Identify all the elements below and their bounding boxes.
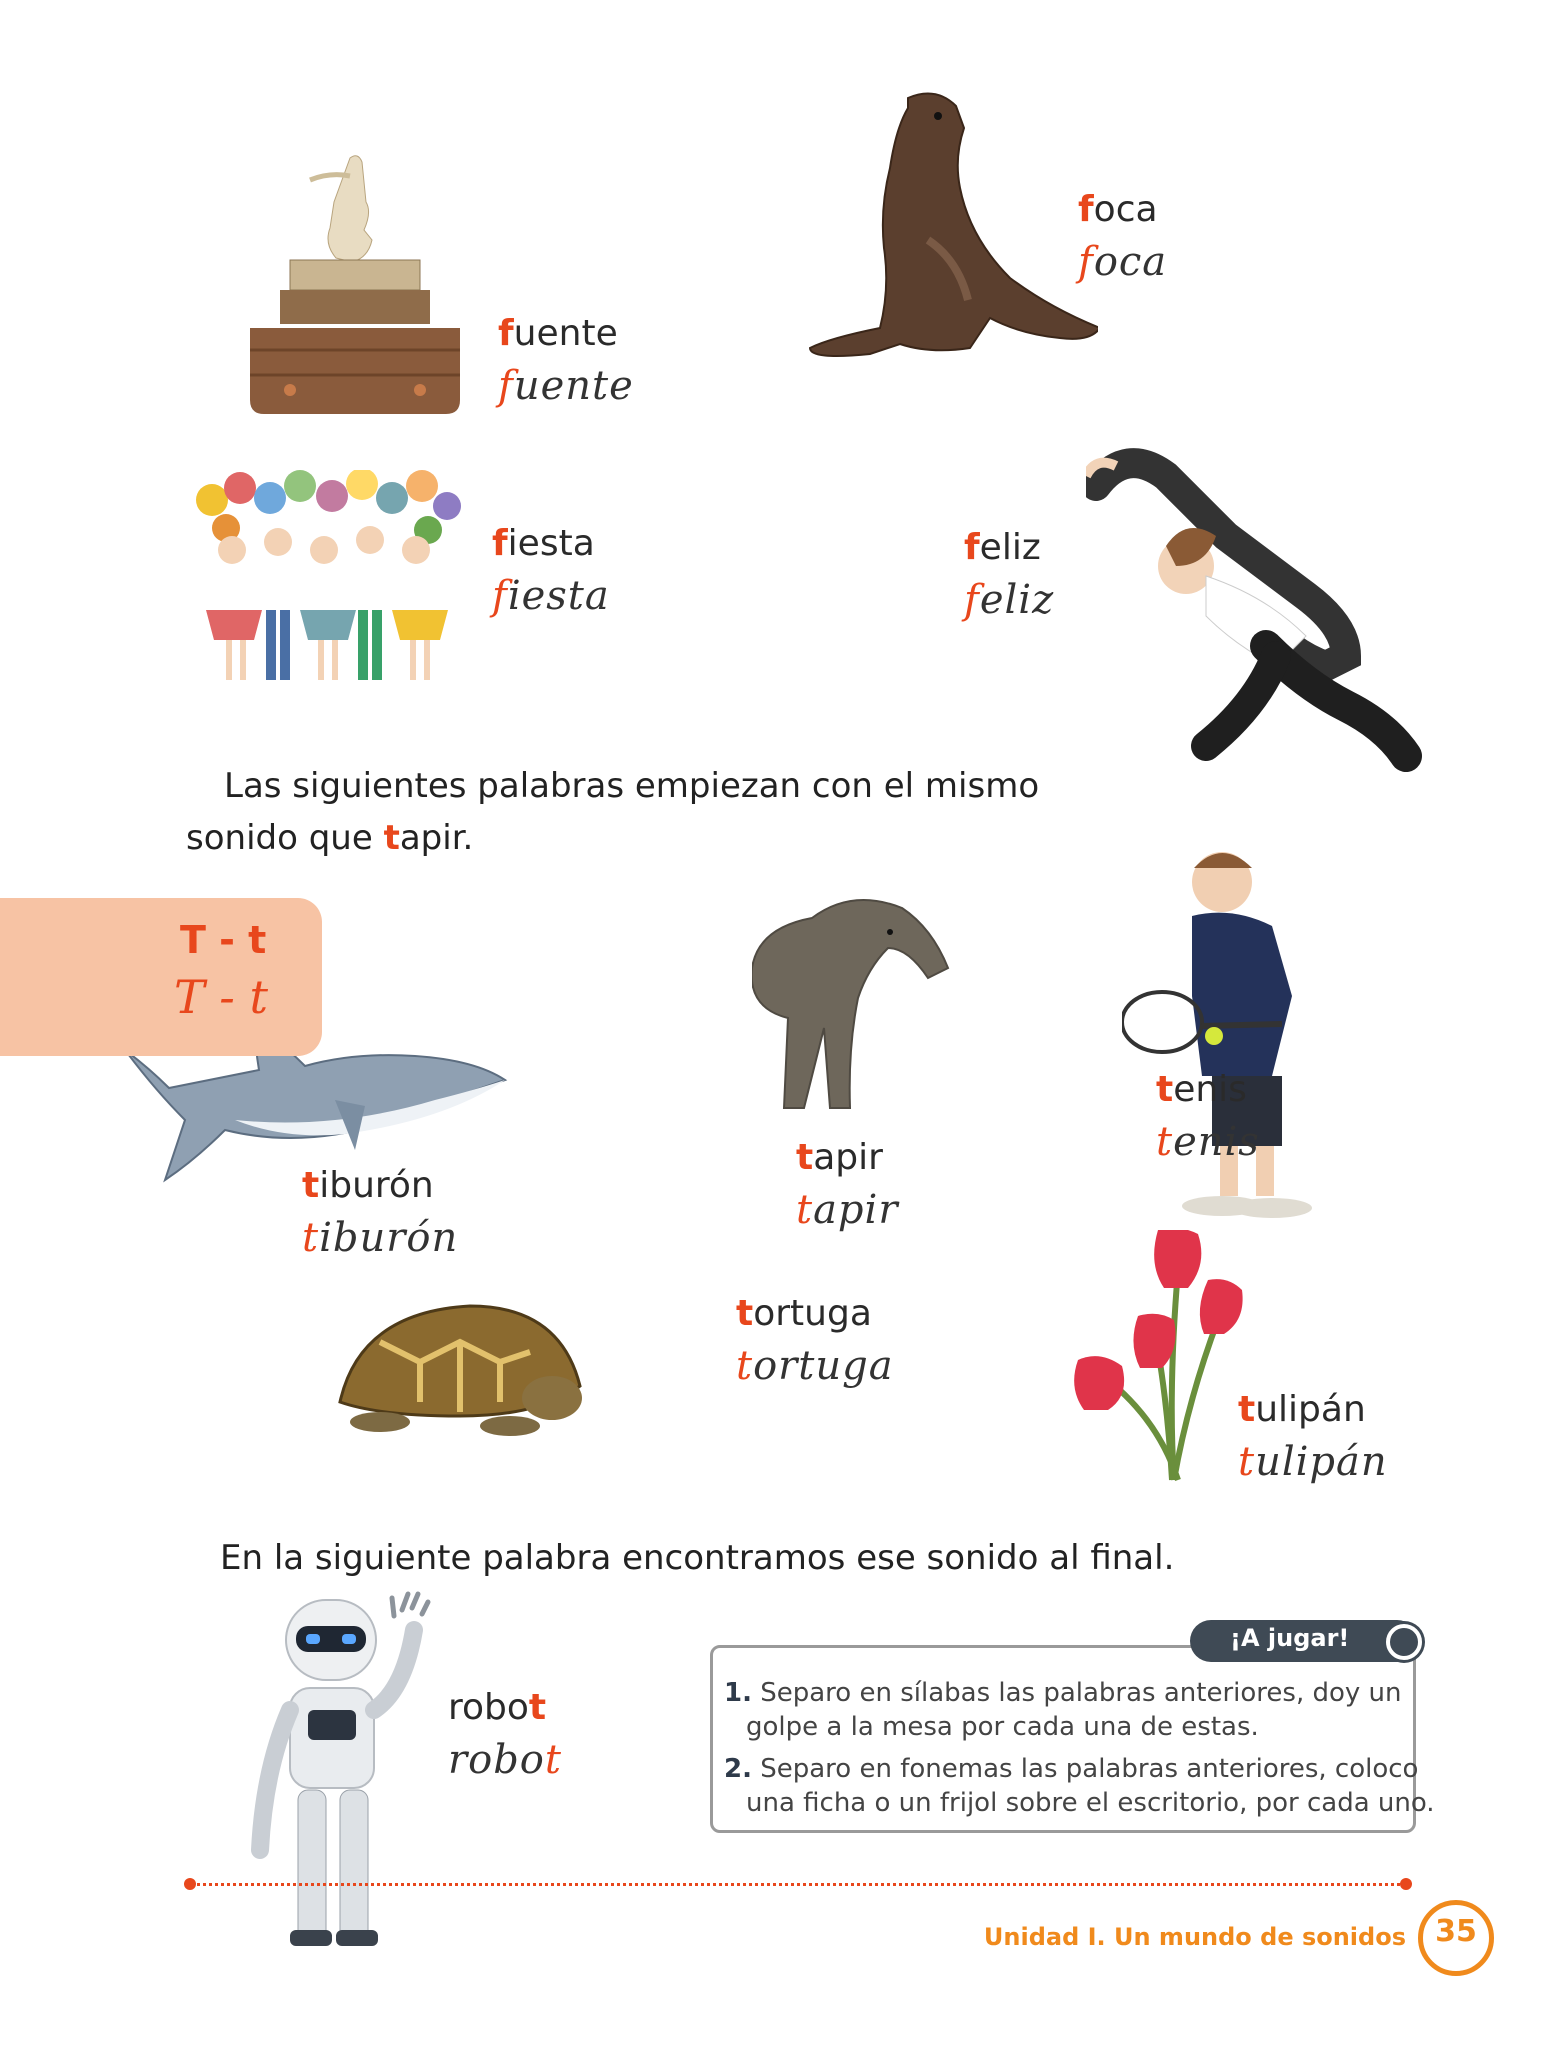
word-script: tortuga [736, 1343, 894, 1389]
word-script: tulipán [1238, 1439, 1388, 1485]
footer-unit-title: Unidad I. Un mundo de sonidos [983, 1923, 1406, 1951]
word-script: tenis [1156, 1119, 1260, 1165]
word-script: tiburón [302, 1215, 459, 1261]
word-tenis [1156, 1068, 1260, 1172]
word-print: tapir [796, 1137, 883, 1178]
word-print: tortuga [736, 1293, 872, 1334]
party-kids-image [192, 470, 462, 692]
word-fiesta [492, 522, 610, 626]
intro-sentence-t [186, 760, 1086, 864]
word-print: foca [1078, 189, 1158, 230]
letter-tab-print: T - t [180, 918, 267, 962]
page-number: 35 [1435, 1914, 1477, 1949]
word-tulipan [1238, 1388, 1388, 1492]
footer-divider-start [184, 1878, 196, 1890]
word-tortuga [736, 1292, 894, 1396]
happy-woman-image [1086, 446, 1426, 776]
seal-image [808, 90, 1098, 380]
tapir-image [752, 888, 952, 1113]
intro-sentence-line2: sonido que tapir. [186, 818, 474, 858]
word-tapir [796, 1136, 898, 1240]
word-script: tapir [796, 1187, 899, 1233]
word-feliz [964, 526, 1054, 630]
activity-dot-icon [1386, 1624, 1422, 1660]
activity-item-1: 1. Separo en sílabas las palabras anteriores, doy un golpe a la mesa por cada una de estas. [724, 1678, 1402, 1742]
word-print: fiesta [492, 523, 595, 564]
activity-title: ¡A jugar! [1230, 1624, 1350, 1652]
letter-tab-script: T - t [174, 970, 268, 1024]
letter-tab [0, 898, 322, 1056]
fountain-image [250, 150, 460, 415]
footer-divider [190, 1883, 1406, 1886]
word-print: tulipán [1238, 1389, 1366, 1430]
word-script: fuente [498, 363, 634, 409]
word-robot [448, 1686, 562, 1790]
footer-divider-end [1400, 1878, 1412, 1890]
final-sound-sentence: En la siguiente palabra encontramos ese sonido al final. [220, 1538, 1175, 1578]
intro-sentence-line1: Las siguientes palabras empiezan con el mismo [224, 766, 1040, 806]
activity-item-number: 1. [724, 1678, 752, 1708]
word-script: robot [448, 1737, 562, 1783]
word-print: robot [448, 1687, 547, 1728]
activity-item-2: 2. Separo en fonemas las palabras anteriores, coloco una ficha o un frijol sobre el escritorio, por cada uno. [724, 1754, 1435, 1818]
word-script: fiesta [492, 573, 610, 619]
word-print: fuente [498, 313, 618, 354]
turtle-image [320, 1302, 590, 1442]
word-foca [1078, 188, 1167, 292]
word-fuente [498, 312, 634, 416]
robot-image [250, 1590, 440, 1955]
word-print: tiburón [302, 1165, 434, 1206]
word-print: tenis [1156, 1069, 1247, 1110]
activity-item-number: 2. [724, 1754, 752, 1784]
word-script: feliz [964, 577, 1055, 623]
word-script: foca [1078, 239, 1168, 285]
word-print: feliz [964, 527, 1041, 568]
word-tiburon [302, 1164, 458, 1268]
